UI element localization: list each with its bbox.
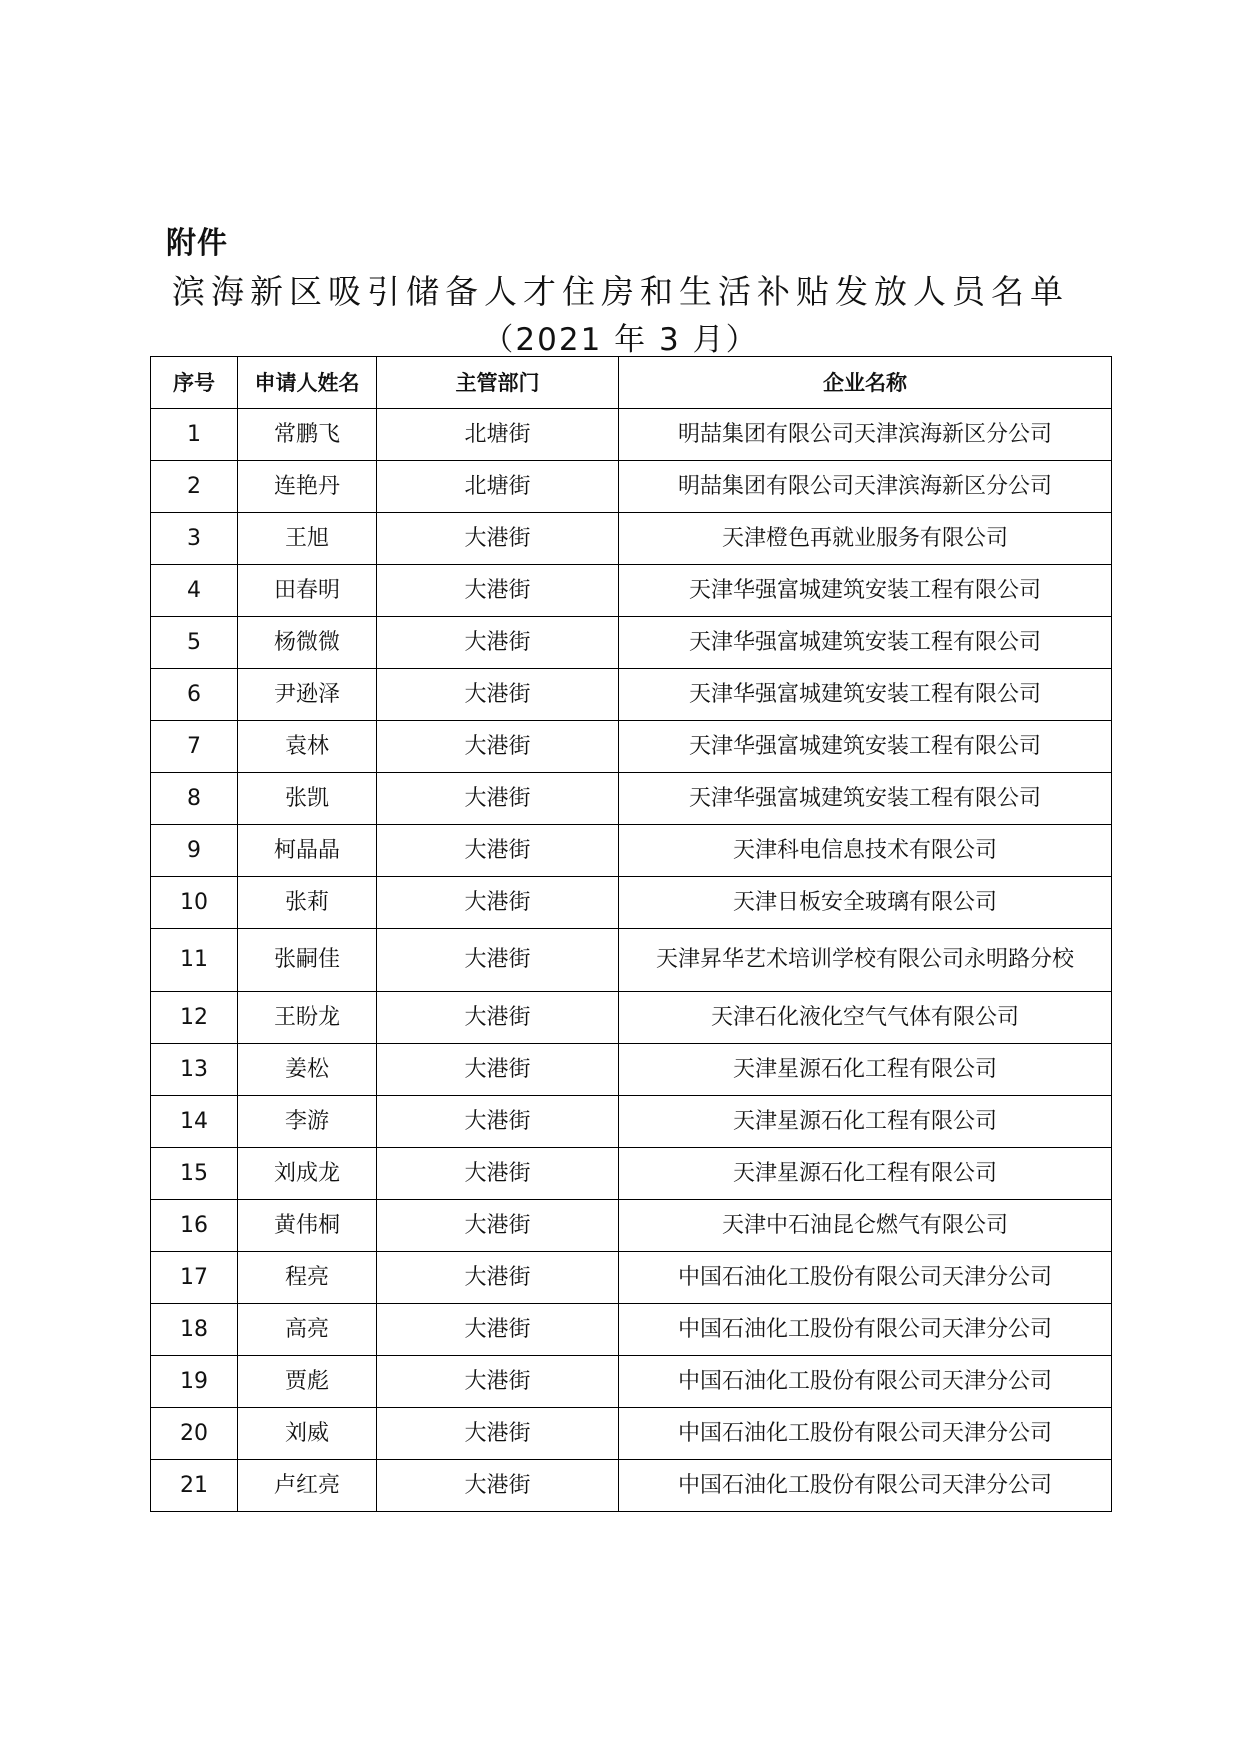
cell-serial-number: 21 [151,1460,238,1512]
cell-applicant-name: 常鹏飞 [238,409,377,461]
cell-company-name: 明喆集团有限公司天津滨海新区分公司 [619,409,1112,461]
cell-company-name: 明喆集团有限公司天津滨海新区分公司 [619,461,1112,513]
cell-department: 大港街 [377,1096,619,1148]
cell-company-name: 天津昇华艺术培训学校有限公司永明路分校 [619,929,1112,992]
table-row [151,461,1112,513]
cell-department: 大港街 [377,992,619,1044]
attachment-label: 附件 [166,226,228,261]
table-row [151,565,1112,617]
cell-applicant-name: 连艳丹 [238,461,377,513]
cell-department: 大港街 [377,1408,619,1460]
document-subtitle: （2021 年 3 月） [482,322,759,358]
cell-serial-number: 16 [151,1200,238,1252]
cell-company-name: 天津中石油昆仑燃气有限公司 [619,1200,1112,1252]
cell-company-name: 中国石油化工股份有限公司天津分公司 [619,1252,1112,1304]
table-row [151,773,1112,825]
cell-department: 大港街 [377,1148,619,1200]
cell-company-name: 天津华强富城建筑安装工程有限公司 [619,721,1112,773]
cell-applicant-name: 柯晶晶 [238,825,377,877]
cell-department: 大港街 [377,1356,619,1408]
cell-department: 大港街 [377,721,619,773]
header-company-name: 企业名称 [619,357,1112,409]
cell-serial-number: 3 [151,513,238,565]
cell-company-name: 中国石油化工股份有限公司天津分公司 [619,1408,1112,1460]
table-row [151,929,1112,992]
cell-company-name: 天津华强富城建筑安装工程有限公司 [619,669,1112,721]
cell-serial-number: 10 [151,877,238,929]
header-serial-number: 序号 [151,357,238,409]
table-row [151,721,1112,773]
cell-serial-number: 15 [151,1148,238,1200]
table-row [151,409,1112,461]
cell-department: 大港街 [377,1304,619,1356]
cell-company-name: 天津星源石化工程有限公司 [619,1148,1112,1200]
cell-serial-number: 6 [151,669,238,721]
cell-applicant-name: 李游 [238,1096,377,1148]
cell-serial-number: 5 [151,617,238,669]
cell-applicant-name: 田春明 [238,565,377,617]
cell-department: 北塘街 [377,461,619,513]
cell-company-name: 天津日板安全玻璃有限公司 [619,877,1112,929]
cell-department: 大港街 [377,513,619,565]
roster-table [150,356,1112,1512]
cell-serial-number: 7 [151,721,238,773]
cell-serial-number: 2 [151,461,238,513]
cell-department: 大港街 [377,1252,619,1304]
cell-serial-number: 17 [151,1252,238,1304]
table-row [151,1304,1112,1356]
cell-department: 大港街 [377,669,619,721]
cell-department: 北塘街 [377,409,619,461]
cell-department: 大港街 [377,825,619,877]
cell-serial-number: 11 [151,929,238,992]
cell-applicant-name: 高亮 [238,1304,377,1356]
cell-serial-number: 8 [151,773,238,825]
cell-serial-number: 9 [151,825,238,877]
cell-applicant-name: 张莉 [238,877,377,929]
table-header-row [151,357,1112,409]
cell-department: 大港街 [377,1044,619,1096]
cell-applicant-name: 卢红亮 [238,1460,377,1512]
cell-department: 大港街 [377,1460,619,1512]
cell-department: 大港街 [377,565,619,617]
table-row [151,1356,1112,1408]
cell-applicant-name: 程亮 [238,1252,377,1304]
cell-company-name: 天津星源石化工程有限公司 [619,1044,1112,1096]
cell-serial-number: 4 [151,565,238,617]
table-row [151,1252,1112,1304]
cell-company-name: 天津华强富城建筑安装工程有限公司 [619,617,1112,669]
cell-department: 大港街 [377,1200,619,1252]
table-row [151,1044,1112,1096]
table-row [151,1408,1112,1460]
cell-serial-number: 18 [151,1304,238,1356]
cell-department: 大港街 [377,877,619,929]
table-row [151,617,1112,669]
cell-applicant-name: 王旭 [238,513,377,565]
cell-company-name: 天津橙色再就业服务有限公司 [619,513,1112,565]
table-row [151,877,1112,929]
cell-applicant-name: 张嗣佳 [238,929,377,992]
cell-applicant-name: 姜松 [238,1044,377,1096]
cell-department: 大港街 [377,773,619,825]
table-row [151,1096,1112,1148]
cell-department: 大港街 [377,617,619,669]
cell-company-name: 天津星源石化工程有限公司 [619,1096,1112,1148]
cell-applicant-name: 黄伟桐 [238,1200,377,1252]
cell-applicant-name: 袁林 [238,721,377,773]
header-department: 主管部门 [377,357,619,409]
table-row [151,1460,1112,1512]
table-row [151,825,1112,877]
cell-company-name: 中国石油化工股份有限公司天津分公司 [619,1304,1112,1356]
cell-applicant-name: 刘威 [238,1408,377,1460]
table-row [151,1148,1112,1200]
cell-serial-number: 13 [151,1044,238,1096]
cell-company-name: 中国石油化工股份有限公司天津分公司 [619,1460,1112,1512]
cell-company-name: 天津华强富城建筑安装工程有限公司 [619,565,1112,617]
cell-applicant-name: 王盼龙 [238,992,377,1044]
cell-serial-number: 19 [151,1356,238,1408]
table-row [151,669,1112,721]
cell-applicant-name: 张凯 [238,773,377,825]
cell-serial-number: 1 [151,409,238,461]
cell-applicant-name: 尹逊泽 [238,669,377,721]
table-row [151,513,1112,565]
cell-company-name: 中国石油化工股份有限公司天津分公司 [619,1356,1112,1408]
cell-department: 大港街 [377,929,619,992]
cell-serial-number: 12 [151,992,238,1044]
table-row [151,992,1112,1044]
header-applicant-name: 申请人姓名 [238,357,377,409]
table-row [151,1200,1112,1252]
cell-serial-number: 20 [151,1408,238,1460]
cell-company-name: 天津华强富城建筑安装工程有限公司 [619,773,1112,825]
cell-company-name: 天津科电信息技术有限公司 [619,825,1112,877]
cell-applicant-name: 刘成龙 [238,1148,377,1200]
cell-company-name: 天津石化液化空气气体有限公司 [619,992,1112,1044]
cell-applicant-name: 贾彪 [238,1356,377,1408]
cell-applicant-name: 杨微微 [238,617,377,669]
document-title: 滨海新区吸引储备人才住房和生活补贴发放人员名单 [172,272,1069,311]
cell-serial-number: 14 [151,1096,238,1148]
